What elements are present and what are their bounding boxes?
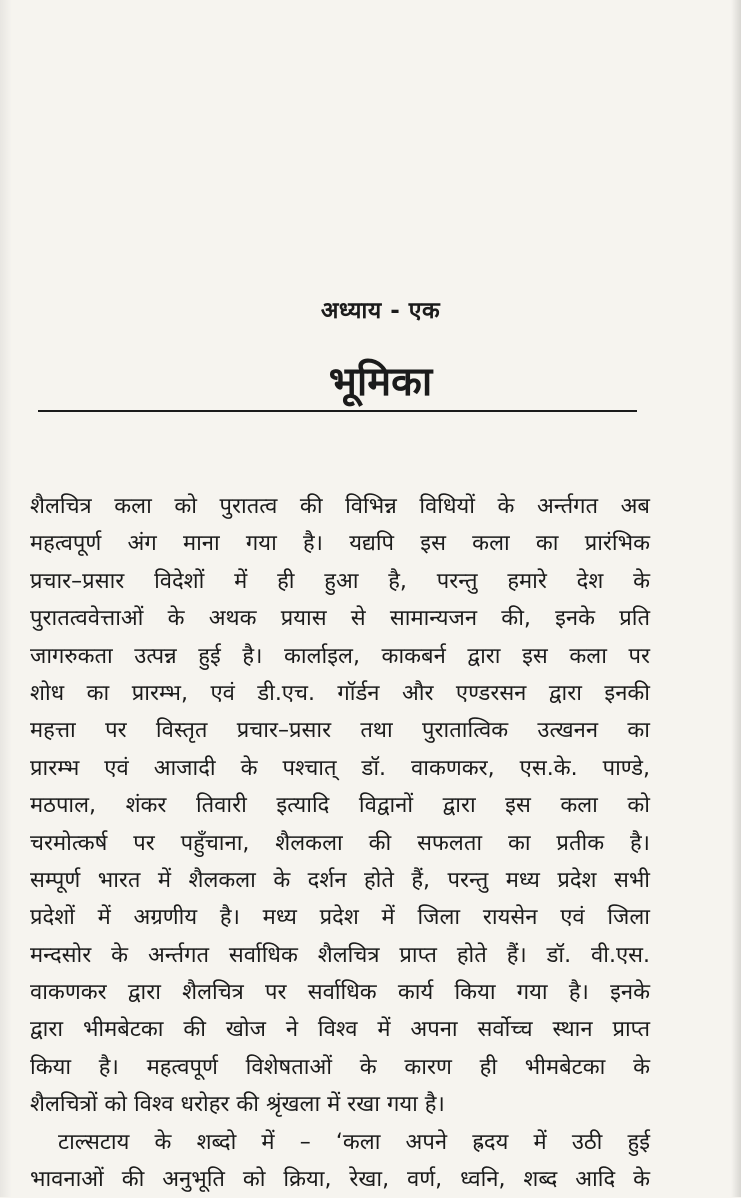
chapter-title: भूमिका [328, 359, 433, 405]
text-line: टाल्सटाय के शब्दो में – ‘कला अपने ह्रदय में उठी हुई [58, 1129, 650, 1155]
text-line: जागरुकता उत्पन्न हुई है। कार्लाइल, काकबर्न द्वारा इस कला पर [30, 643, 650, 669]
text-line: चरमोत्कर्ष पर पहुँचाना, शैलकला की सफलता का प्रतीक है। [30, 830, 650, 856]
title-underline [38, 410, 637, 412]
text-line: प्रचार–प्रसार विदेशों में ही हुआ है, परन्तु हमारे देश के [30, 568, 650, 594]
text-line: शोध का प्रारम्भ, एवं डी.एच. गॉर्डन और एण्डरसन द्वारा इनकी [30, 680, 650, 706]
text-line: शैलचित्रों को विश्व धरोहर की श्रृंखला में रखा गया है। [30, 1092, 445, 1118]
page-gutter-shadow [0, 0, 12, 1197]
chapter-label: अध्याय - एक [320, 298, 441, 324]
text-line: सम्पूर्ण भारत में शैलकला के दर्शन होते हैं, परन्तु मध्य प्रदेश सभी [30, 867, 650, 893]
text-line: मन्दसोर के अर्न्तगत सर्वाधिक शैलचित्र प्राप्त होते हैं। डॉ. वी.एस. [30, 942, 650, 968]
text-line: महत्ता पर विस्तृत प्रचार–प्रसार तथा पुरातात्विक उत्खनन का [30, 718, 650, 744]
text-line: भावनाओं की अनुभूति को क्रिया, रेखा, वर्ण, ध्वनि, शब्द आदि के [30, 1167, 650, 1193]
text-line: महत्वपूर्ण अंग माना गया है। यद्यपि इस कला का प्रारंभिक [30, 531, 650, 557]
text-line: शैलचित्र कला को पुरातत्व की विभिन्न विधियों के अर्न्तगत अब [30, 494, 650, 519]
body-text [30, 488, 650, 1198]
text-line: वाकणकर द्वारा शैलचित्र पर सर्वाधिक कार्य किया गया है। इनके [30, 980, 650, 1006]
text-line: प्रारम्भ एवं आजादी के पश्चात् डॉ. वाकणकर, एस.के. पाण्डे, [30, 755, 650, 781]
text-line: मठपाल, शंकर तिवारी इत्यादि विद्वानों द्वारा इस कला को [30, 793, 650, 819]
text-line: किया है। महत्वपूर्ण विशेषताओं के कारण ही भीमबेटका के [30, 1054, 650, 1080]
text-line: पुरातत्ववेत्ताओं के अथक प्रयास से सामान्यजन की, इनके प्रति [30, 606, 650, 632]
page-edge-shadow [731, 0, 741, 1197]
text-line: प्रदेशों में अग्रणीय है। मध्य प्रदेश में जिला रायसेन एवं जिला [30, 905, 650, 931]
text-line: द्वारा भीमबेटका की खोज ने विश्व में अपना सर्वोच्च स्थान प्राप्त [30, 1017, 650, 1043]
